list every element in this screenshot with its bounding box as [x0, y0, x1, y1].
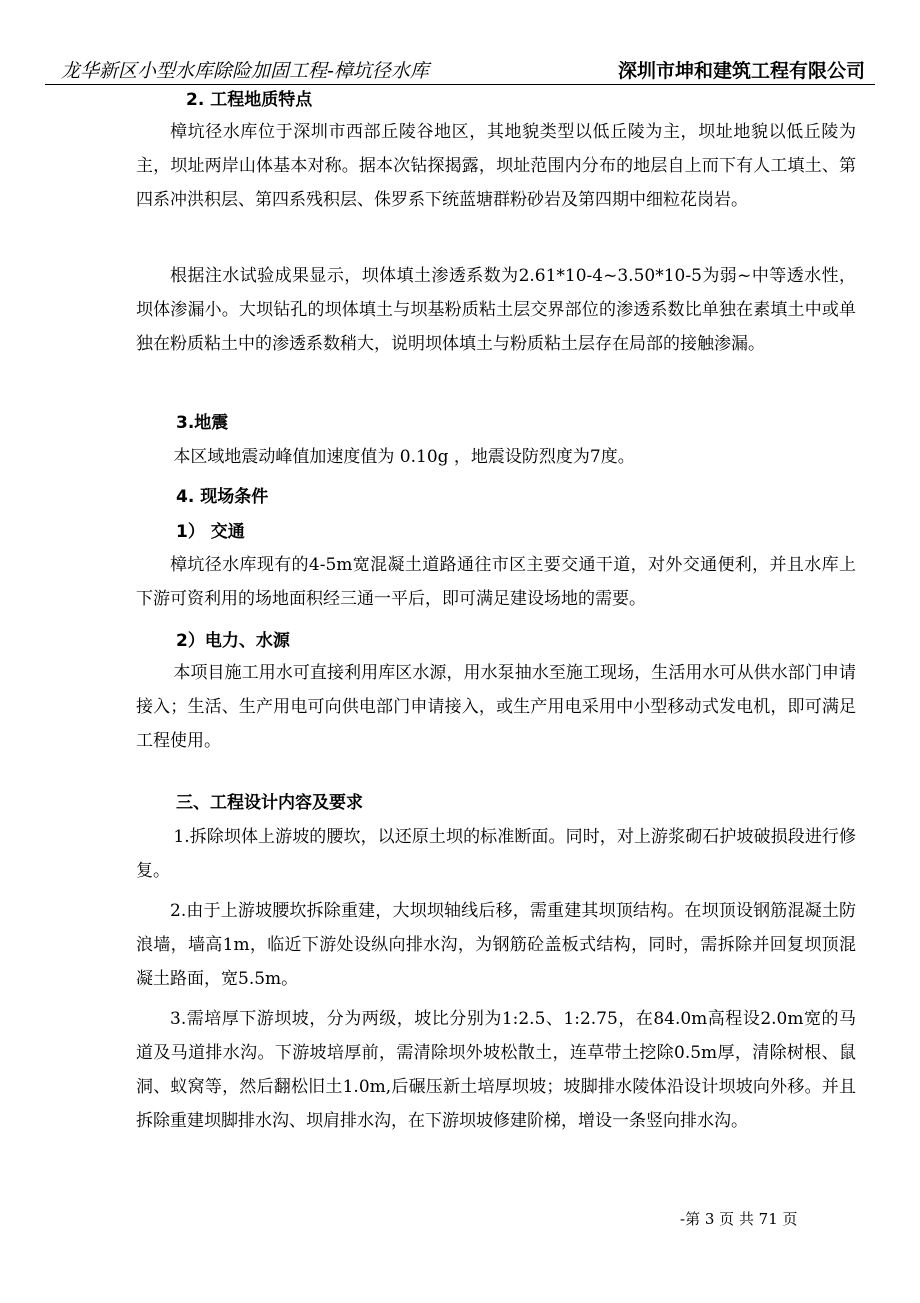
- paragraph-earthquake: 本区域地震动峰值加速度值为 0.10g ，地震设防烈度为7度。: [173, 447, 635, 467]
- heading-power-water: 2）电力、水源: [176, 631, 290, 651]
- page-header: [45, 56, 875, 85]
- heading-geology: 2. 工程地质特点: [186, 90, 313, 110]
- paragraph-design-1: 1.拆除坝体上游坡的腰坎，以还原土坝的标准断面。同时，对上游浆砌石护坡破损段进行修复。: [136, 827, 856, 881]
- paragraph-traffic: 樟坑径水库现有的4-5m宽混凝土道路通往市区主要交通干道，对外交通便利，并且水库上下游可资利用的场地面积经三通一平后，即可满足建设场地的需要。: [136, 555, 856, 609]
- header-company-name: 深圳市坤和建筑工程有限公司: [617, 60, 865, 82]
- heading-design-requirements: 三、工程设计内容及要求: [176, 793, 363, 813]
- page-number: -第 3 页 共 71 页: [680, 1210, 798, 1228]
- heading-traffic: 1） 交通: [176, 522, 245, 542]
- paragraph-power-water: 本项目施工用水可直接利用库区水源，用水泵抽水至施工现场，生活用水可从供水部门申请接入；生活、生产用电可向供电部门申请接入，或生产用电采用中小型移动式发电机，即可满足工程使用。: [136, 663, 856, 751]
- heading-earthquake: 3.地震: [176, 413, 229, 433]
- paragraph-design-2: 2.由于上游坡腰坎拆除重建，大坝坝轴线后移，需重建其坝顶结构。在坝顶设钢筋混凝土防浪墙，墙高1m，临近下游处设纵向排水沟，为钢筋砼盖板式结构，同时，需拆除并回复坝顶混凝土路面，宽5.5m。: [136, 901, 856, 989]
- paragraph-geology-1: 樟坑径水库位于深圳市西部丘陵谷地区，其地貌类型以低丘陵为主，坝址地貌以低丘陵为主，坝址两岸山体基本对称。据本次钻探揭露，坝址范围内分布的地层自上而下有人工填土、第四系冲洪积层、第四系残积层、侏罗系下统蓝塘群粉砂岩及第四期中细粒花岗岩。: [136, 122, 856, 210]
- heading-site-conditions: 4. 现场条件: [176, 487, 269, 507]
- header-project-title: 龙华新区小型水库除险加固工程-樟坑径水库: [61, 60, 429, 82]
- paragraph-geology-2: 根据注水试验成果显示，坝体填土渗透系数为2.61*10-4~3.50*10-5为弱~中等透水性，坝体渗漏小。大坝钻孔的坝体填土与坝基粉质粘土层交界部位的渗透系数比单独在素填土中或单独在粉质粘土中的渗透系数稍大，说明坝体填土与粉质粘土层存在局部的接触渗漏。: [136, 266, 856, 354]
- paragraph-design-3: 3.需培厚下游坝坡，分为两级，坡比分别为1:2.5、1:2.75，在84.0m高程设2.0m宽的马道及马道排水沟。下游坡培厚前，需清除坝外坡松散土，连草带土挖除0.5m厚，清除树根、鼠洞、蚁窝等，然后翻松旧土1.0m,后碾压新土培厚坝坡；坡脚排水陵体沿设计坝坡向外移。并且拆除重建坝脚排水沟、坝肩排水沟，在下游坝坡修建阶梯，增设一条竖向排水沟。: [136, 1009, 856, 1131]
